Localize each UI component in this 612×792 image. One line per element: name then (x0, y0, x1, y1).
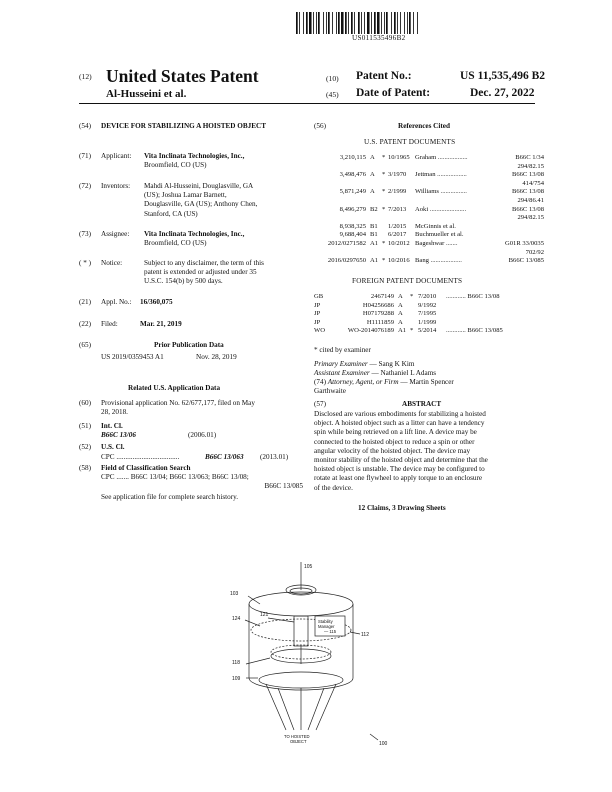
assignee-location: Broomfield, CO (US) (144, 239, 207, 247)
us-doc-date: 7/2013 (388, 205, 407, 213)
refs-heading: References Cited (398, 122, 450, 130)
us-doc-kind: B1 (370, 222, 378, 230)
abstract-line: hoisted object is unstable. The device may be configured to (314, 465, 485, 474)
filed-label: Filed: (101, 320, 118, 328)
barcode-bar (326, 12, 327, 34)
us-docs-heading: U.S. PATENT DOCUMENTS (364, 138, 456, 146)
ref-112: 112 (361, 632, 369, 638)
cpc-version: (2013.01) (260, 453, 289, 461)
inventors-line: (US); Joshua Lamar Barnett, (144, 191, 227, 200)
applicant-num: (71) (79, 152, 91, 160)
barcode-bar (371, 12, 372, 34)
publication-number: US011535496B2 (352, 34, 406, 42)
notice-label: Notice: (101, 259, 123, 267)
us-doc-name: Graham .................. (415, 154, 468, 161)
barcode-bar (361, 12, 362, 34)
barcode-bar (407, 12, 408, 34)
country-code-num: (12) (79, 72, 92, 81)
primary-examiner (314, 360, 414, 369)
applicant-location: Broomfield, CO (US) (144, 161, 207, 169)
us-doc-star: * (382, 171, 386, 179)
us-doc-name: Williams ................ (415, 188, 467, 196)
stability-label-1: Stability (318, 619, 333, 624)
foreign-doc-star: * (410, 327, 414, 335)
intcl-code: B66C 13/06 (101, 431, 136, 439)
prior-heading: Prior Publication Data (154, 341, 224, 349)
barcode-bar (323, 12, 324, 34)
notice-line: patent is extended or adjusted under 35 (144, 268, 257, 277)
barcode-bar (332, 12, 333, 34)
barcode-bar (341, 12, 344, 34)
us-doc-no: 8,496,279 (339, 205, 366, 213)
barcode-bar (384, 12, 385, 34)
barcode-bar (336, 12, 337, 34)
barcode-bar (377, 12, 380, 34)
us-doc-cls: B66C 13/08 (511, 205, 544, 213)
us-doc-kind: A1 (370, 257, 379, 265)
primary-examiner-name: — Sang K Kim (369, 360, 415, 368)
foreign-doc-cc: JP (314, 310, 321, 318)
us-doc-name: Bageshwar ....... (415, 240, 458, 247)
us-doc-name: Jettman .................. (415, 171, 467, 179)
stability-label-2: Manager (318, 624, 335, 629)
appl-label: Appl. No.: (101, 298, 132, 306)
us-doc-cls: B66C 13/08 (511, 188, 544, 196)
us-doc-name: Aoki ...................... (415, 205, 467, 213)
barcode-bar (417, 12, 418, 34)
abstract-line: spin while being retrieved on a lift line. A device may be (314, 428, 477, 437)
foreign-doc-date: 1/1999 (418, 318, 437, 326)
patent-no-label: Patent No.: (356, 70, 412, 82)
attorney-num: (74) (314, 378, 326, 386)
us-doc-star: * (382, 188, 386, 196)
us-doc-date: 1/2015 (388, 222, 407, 230)
attorney-name: — Martin Spencer (400, 378, 454, 386)
foreign-doc-cc: JP (314, 318, 321, 326)
us-doc-date: 10/2012 (388, 240, 410, 247)
appl-num: (21) (79, 298, 91, 306)
us-doc-date: 2/1999 (388, 188, 407, 196)
ref-105: 105 (304, 564, 313, 570)
foreign-doc-cc: WO (314, 327, 325, 335)
us-doc-cls: B66C 13/085 (508, 257, 544, 265)
us-doc-class-cont: 414/754 (522, 179, 544, 187)
foreign-doc-kind: A (398, 318, 403, 326)
foreign-doc-date: 5/2014 (418, 327, 437, 335)
patent-no-num: (10) (326, 74, 339, 83)
inventors-list (144, 182, 304, 219)
notice-text (144, 259, 304, 287)
uscl-label: U.S. Cl. (101, 443, 125, 451)
object-label: OBJECT (290, 739, 307, 744)
foreign-doc-date: 9/1992 (418, 301, 437, 309)
us-doc-star: * (382, 205, 386, 213)
to-hoisted-label: TO HOISTED (284, 734, 310, 739)
foreign-doc-no: WO-2014076189 (347, 327, 394, 335)
intcl-label: Int. Cl. (101, 422, 123, 430)
assignee-name: Vita Inclinata Technologies, Inc., (144, 230, 245, 238)
abstract-num: (57) (314, 400, 326, 408)
prior-publication: US 2019/0359453 A1 (101, 353, 164, 361)
foreign-doc-no: H04256686 (362, 301, 394, 309)
uscl-num: (52) (79, 443, 91, 451)
provisional-text (101, 399, 306, 417)
cpc-code: B66C 13/063 (205, 453, 244, 461)
us-doc-date: 3/1970 (388, 171, 407, 179)
barcode-bar (318, 12, 320, 34)
abstract-heading: ABSTRACT (402, 400, 442, 408)
country-title: United States Patent (106, 66, 259, 86)
notice-line: Subject to any disclaimer, the term of this (144, 259, 264, 267)
patent-date: Dec. 27, 2022 (470, 87, 535, 99)
us-doc-no: 5,871,249 (339, 188, 366, 196)
us-doc-class-cont: 294/86.41 (517, 197, 544, 204)
attorney-name-2: Garthwaite (314, 387, 346, 395)
barcode-bar (397, 12, 398, 34)
assistant-examiner-label: Assistant Examiner (314, 369, 370, 377)
foreign-doc-kind: A1 (398, 327, 407, 335)
inventors-label: Inventors: (101, 182, 131, 190)
us-doc-class-cont: 294/82.15 (517, 214, 544, 222)
barcode-bar (391, 12, 392, 34)
appl-value: 16/360,075 (140, 298, 173, 306)
us-doc-name: Bang ................... (415, 257, 462, 265)
inventors-num: (72) (79, 182, 91, 190)
barcode-bar (351, 12, 353, 34)
intcl-num: (51) (79, 422, 91, 430)
field-line: CPC ....... B66C 13/04; B66C 13/063; B66C 13/08; (101, 473, 249, 481)
barcode-bar (400, 12, 401, 34)
barcode-bar (367, 12, 370, 34)
motor (294, 616, 308, 646)
us-doc-star: * (382, 154, 386, 161)
abstract-line: Disclosed are various embodiments for stabilizing a hoisted (314, 410, 486, 418)
us-doc-cls: B66C 13/08 (511, 171, 544, 179)
stability-label-3: — 115 (324, 629, 337, 634)
notice-line: U.S.C. 154(b) by 500 days. (144, 277, 223, 286)
barcode-bar (348, 12, 349, 34)
ref-109: 109 (232, 676, 241, 682)
barcode-bar (413, 12, 414, 34)
field-num: (58) (79, 464, 91, 472)
cpc-label: CPC ................................... (101, 453, 180, 461)
barcode-bar (364, 12, 365, 34)
barcode-bar (374, 12, 376, 34)
barcode (296, 12, 462, 34)
assistant-examiner-name: — Nathaniel L Adams (371, 369, 437, 377)
prior-num: (65) (79, 341, 91, 349)
ref-100: 100 (379, 741, 388, 747)
barcode-bar (299, 12, 300, 34)
barcode-bar (309, 12, 312, 34)
us-doc-date: 10/1965 (388, 154, 410, 161)
us-doc-star: * (382, 240, 386, 247)
foreign-doc-kind: A (398, 293, 403, 300)
barcode-bar (296, 12, 298, 34)
foreign-doc-no: H07179288 (362, 310, 394, 318)
claims-count: 12 Claims, 3 Drawing Sheets (358, 504, 446, 512)
primary-examiner-label: Primary Examiner (314, 360, 368, 368)
foreign-doc-kind: A (398, 310, 403, 318)
provisional-line: Provisional application No. 62/677,177, filed on May (101, 399, 255, 407)
foreign-doc-cc: GB (314, 293, 324, 300)
us-doc-class-cont: 294/82.15 (517, 162, 544, 170)
related-heading: Related U.S. Application Data (128, 384, 221, 392)
field-line: B66C 13/085 (264, 482, 303, 491)
barcode-bar (345, 12, 347, 34)
filed-num: (22) (79, 320, 91, 328)
us-doc-no: 2012/0271582 (327, 240, 366, 247)
inventors-line: Stanford, CA (US) (144, 209, 198, 218)
filed-value: Mar. 21, 2019 (140, 320, 182, 328)
abstract-line: object. A hoisted object such as a litter can have a tendency (314, 419, 485, 428)
refs-num: (56) (314, 122, 326, 130)
provisional-line: 28, 2018. (101, 408, 128, 417)
barcode-bar (328, 12, 330, 34)
us-doc-no: 3,210,115 (339, 154, 366, 161)
foreign-docs-table (314, 293, 544, 343)
notice-num: ( * ) (79, 259, 91, 267)
us-doc-class-cont: 702/92 (525, 248, 544, 256)
foreign-doc-star: * (410, 293, 414, 300)
date-label: Date of Patent: (356, 87, 431, 99)
patent-title: DEVICE FOR STABILIZING A HOISTED OBJECT (101, 122, 267, 130)
abstract-line: angular velocity of the hoisted object. The device may (314, 446, 471, 455)
us-doc-kind: A (370, 188, 375, 196)
inventors-short: Al-Husseini et al. (106, 88, 187, 100)
barcode-bar (394, 12, 396, 34)
attorney-label: Attorney, Agent, or Firm (327, 378, 399, 386)
field-note: See application file for complete search history. (101, 493, 239, 501)
date-num: (45) (326, 90, 339, 99)
foreign-doc-cls: ............ B66C 13/08 (446, 293, 500, 300)
us-doc-cls: B66C 1/34 (515, 154, 544, 161)
us-docs-table (314, 154, 544, 274)
inventors-line: Douglasville, GA (US); Anthony Chen, (144, 200, 258, 209)
ref-118: 118 (232, 660, 240, 666)
foreign-doc-cls: ............ B66C 13/085 (446, 327, 503, 335)
us-doc-star: * (382, 257, 386, 265)
barcode-bar (316, 12, 317, 34)
assignee-label: Assignee: (101, 230, 130, 238)
barcode-bar (303, 12, 304, 34)
us-doc-kind: A (370, 154, 375, 161)
inventors-line: Mahdi Al-Husseini, Douglasville, GA (144, 182, 254, 190)
barcode-bar (338, 12, 340, 34)
field-text (101, 473, 303, 491)
ref-124: 124 (232, 616, 241, 622)
us-doc-name: Buchmueller et al. (415, 231, 464, 239)
applicant-name: Vita Inclinata Technologies, Inc., (144, 152, 245, 160)
foreign-doc-no: 2467149 (370, 293, 394, 300)
assistant-examiner (314, 369, 436, 378)
barcode-bar (306, 12, 308, 34)
foreign-doc-date: 7/1995 (418, 310, 437, 318)
foreign-doc-date: 7/2010 (418, 293, 437, 300)
us-doc-kind: B2 (370, 205, 378, 213)
abstract-line: connected to the hoisted object to reduce a spin or other (314, 437, 475, 446)
us-doc-kind: A (370, 171, 375, 179)
barcode-bar (381, 12, 382, 34)
us-doc-name: McGinnis et al. (415, 222, 456, 230)
attorney (314, 378, 454, 387)
barcode-bar (409, 12, 411, 34)
foreign-doc-no: H1111859 (366, 318, 394, 326)
intcl-version: (2006.01) (188, 431, 217, 439)
representative-drawing (200, 560, 410, 750)
applicant-label: Applicant: (101, 152, 132, 160)
abstract-line: monitor stability of the hoisted object and determine that the (314, 456, 488, 465)
cited-note: * cited by examiner (314, 346, 371, 354)
title-num: (54) (79, 122, 91, 130)
barcode-bar (386, 12, 388, 34)
us-doc-kind: A1 (370, 240, 379, 247)
ref-121: 121 (260, 612, 269, 618)
header-rule (79, 103, 535, 104)
us-doc-kind: B1 (370, 231, 378, 239)
us-doc-date: 6/2017 (388, 231, 407, 239)
abstract-line: rotate at least one flywheel to apply torque to an enclosure (314, 474, 483, 483)
abstract-text (314, 410, 532, 493)
us-doc-cls: G01R 33/0035 (504, 240, 544, 247)
foreign-doc-cc: JP (314, 301, 321, 309)
barcode-bar (354, 12, 355, 34)
ref-103: 103 (230, 591, 239, 597)
prior-date: Nov. 28, 2019 (196, 353, 237, 361)
barcode-bar (404, 12, 405, 34)
provisional-num: (60) (79, 399, 91, 407)
assignee-num: (73) (79, 230, 91, 238)
barcode-bar (358, 12, 360, 34)
us-doc-no: 2016/0297650 (327, 257, 366, 265)
foreign-doc-kind: A (398, 301, 403, 309)
abstract-line: of the device. (314, 483, 353, 492)
patent-number: US 11,535,496 B2 (460, 70, 545, 82)
us-doc-no: 3,498,476 (339, 171, 366, 179)
us-doc-date: 10/2016 (388, 257, 410, 265)
barcode-bar (313, 12, 314, 34)
us-doc-no: 9,688,404 (339, 231, 366, 239)
foreign-docs-heading: FOREIGN PATENT DOCUMENTS (352, 277, 463, 285)
field-label: Field of Classification Search (101, 464, 191, 472)
us-doc-no: 8,938,325 (339, 222, 366, 230)
